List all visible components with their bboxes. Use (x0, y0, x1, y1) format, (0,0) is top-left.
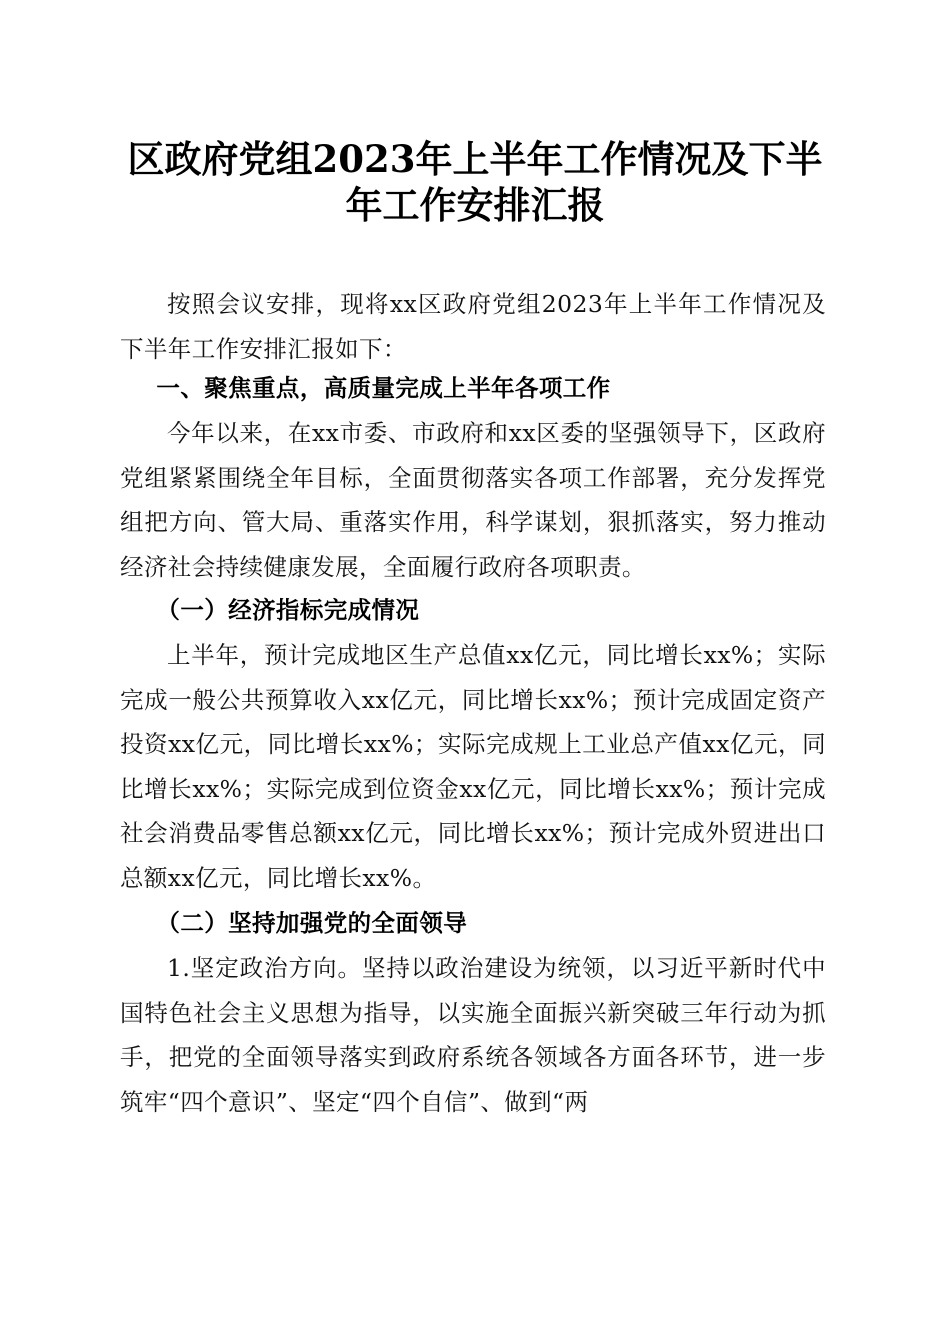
section-heading-1: 一、聚焦重点，高质量完成上半年各项工作 (156, 374, 611, 402)
subsection-1-paragraph: 上半年，预计完成地区生产总值xx亿元，同比增长xx%；实际完成一般公共预算收入xx亿元，同比增长xx%；预计完成固定资产投资xx亿元，同比增长xx%；实际完成规上工业总产值xx亿元，同比增长xx%；实际完成到位资金xx亿元，同比增长xx%；预计完成社会消费品零售总额xx亿元，同比增长xx%；预计完成外贸进出口总额xx亿元，同比增长xx%。 (120, 641, 826, 892)
section-1-paragraph: 今年以来，在xx市委、市政府和xx区委的坚强领导下，区政府党组紧紧围绕全年目标，全面贯彻落实各项工作部署，充分发挥党组把方向、管大局、重落实作用，科学谋划，狠抓落实，努力推动经济社会持续健康发展，全面履行政府各项职责。 (120, 419, 826, 581)
subsection-2-paragraph: 1.坚定政治方向。坚持以政治建设为统领，以习近平新时代中国特色社会主义思想为指导，以实施全面振兴新突破三年行动为抓手，把党的全面领导落实到政府系统各领域各方面各环节，进一步筑牢“四个意识”、坚定“四个自信”、做到“两 (120, 954, 826, 1116)
document-title: 区政府党组2023年上半年工作情况及下半年工作安排汇报 (127, 137, 823, 227)
subsection-heading-2: （二）坚持加强党的全面领导 (156, 909, 468, 937)
intro-paragraph: 按照会议安排，现将xx区政府党组2023年上半年工作情况及下半年工作安排汇报如下： (120, 290, 826, 363)
subsection-heading-1: （一）经济指标完成情况 (156, 596, 420, 624)
